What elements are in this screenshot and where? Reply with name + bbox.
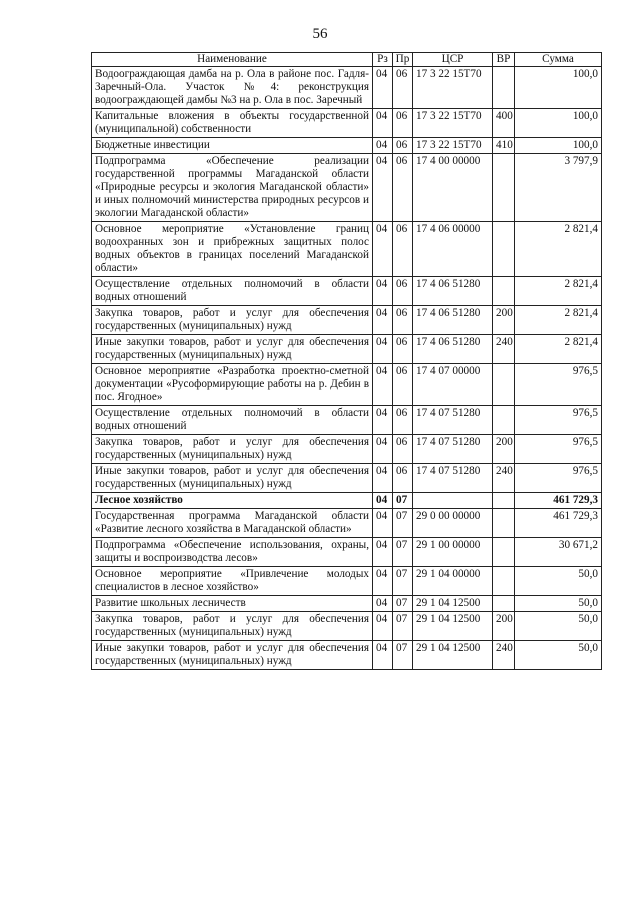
cell-name: Развитие школьных лесничеств: [92, 596, 373, 612]
cell-name: Бюджетные инвестиции: [92, 138, 373, 154]
cell-name: Основное мероприятие «Привлечение молодых специалистов в лесное хозяйство»: [92, 567, 373, 596]
cell-sum: 2 821,4: [515, 335, 602, 364]
cell-vr: [493, 406, 515, 435]
cell-sum: 976,5: [515, 406, 602, 435]
cell-rz: 04: [373, 596, 393, 612]
cell-sum: 461 729,3: [515, 493, 602, 509]
table-row: [92, 222, 602, 277]
cell-rz: 04: [373, 138, 393, 154]
cell-pr: 06: [393, 435, 413, 464]
cell-vr: 200: [493, 612, 515, 641]
header-pr: Пр: [393, 53, 413, 67]
cell-vr: 410: [493, 138, 515, 154]
table-row: [92, 67, 602, 109]
cell-csr: 17 3 22 15Т70: [413, 138, 493, 154]
cell-pr: 07: [393, 509, 413, 538]
cell-vr: [493, 493, 515, 509]
cell-name: Водоограждающая дамба на р. Ола в районе пос. Гадля-Заречный-Ола. Участок №4: реконструкция водоограждающей дамбы №3 на р. Ола в пос. Заречный: [92, 67, 373, 109]
cell-vr: [493, 154, 515, 222]
cell-rz: 04: [373, 612, 393, 641]
cell-rz: 04: [373, 406, 393, 435]
cell-vr: [493, 364, 515, 406]
header-rz: Рз: [373, 53, 393, 67]
cell-csr: 17 4 07 51280: [413, 435, 493, 464]
cell-csr: 29 1 04 12500: [413, 596, 493, 612]
cell-name: Иные закупки товаров, работ и услуг для обеспечения государственных (муниципальных) нужд: [92, 641, 373, 670]
cell-pr: 07: [393, 538, 413, 567]
cell-pr: 06: [393, 109, 413, 138]
header-name: Наименование: [92, 53, 373, 67]
cell-vr: [493, 596, 515, 612]
cell-csr: 29 1 04 12500: [413, 641, 493, 670]
cell-csr: 29 1 00 00000: [413, 538, 493, 567]
cell-csr: 17 4 06 51280: [413, 306, 493, 335]
cell-sum: 50,0: [515, 567, 602, 596]
cell-rz: 04: [373, 277, 393, 306]
cell-csr: 17 4 00 00000: [413, 154, 493, 222]
cell-pr: 06: [393, 364, 413, 406]
cell-name: Иные закупки товаров, работ и услуг для обеспечения государственных (муниципальных) нужд: [92, 335, 373, 364]
cell-sum: 976,5: [515, 464, 602, 493]
cell-rz: 04: [373, 493, 393, 509]
table-row: [92, 567, 602, 596]
table-row: [92, 509, 602, 538]
cell-sum: 50,0: [515, 596, 602, 612]
table-row: [92, 641, 602, 670]
cell-name: Капитальные вложения в объекты государственной (муниципальной) собственности: [92, 109, 373, 138]
table-row: [92, 364, 602, 406]
cell-pr: 06: [393, 464, 413, 493]
cell-sum: 3 797,9: [515, 154, 602, 222]
cell-csr: 17 4 06 51280: [413, 277, 493, 306]
cell-pr: 07: [393, 612, 413, 641]
cell-name: Основное мероприятие «Разработка проектно-сметной документации «Русоформирующие работы на р. Дебин в пос. Ягодное»: [92, 364, 373, 406]
cell-name: Государственная программа Магаданской области «Развитие лесного хозяйства в Магаданской области»: [92, 509, 373, 538]
cell-rz: 04: [373, 335, 393, 364]
cell-pr: 07: [393, 596, 413, 612]
cell-csr: 29 1 04 12500: [413, 612, 493, 641]
cell-rz: 04: [373, 538, 393, 567]
cell-rz: 04: [373, 109, 393, 138]
cell-name: Осуществление отдельных полномочий в области водных отношений: [92, 406, 373, 435]
table-row: [92, 612, 602, 641]
cell-vr: 240: [493, 464, 515, 493]
cell-sum: 2 821,4: [515, 222, 602, 277]
cell-csr: 29 1 04 00000: [413, 567, 493, 596]
cell-name: Закупка товаров, работ и услуг для обеспечения государственных (муниципальных) нужд: [92, 306, 373, 335]
header-sum: Сумма: [515, 53, 602, 67]
table-row: [92, 464, 602, 493]
budget-table: [91, 52, 602, 670]
table-row: [92, 109, 602, 138]
cell-pr: 06: [393, 67, 413, 109]
cell-rz: 04: [373, 364, 393, 406]
table-row: [92, 138, 602, 154]
cell-csr: 17 4 06 00000: [413, 222, 493, 277]
table-row: [92, 596, 602, 612]
cell-sum: 30 671,2: [515, 538, 602, 567]
cell-vr: [493, 567, 515, 596]
cell-name: Иные закупки товаров, работ и услуг для обеспечения государственных (муниципальных) нужд: [92, 464, 373, 493]
cell-pr: 06: [393, 306, 413, 335]
cell-vr: 240: [493, 335, 515, 364]
cell-pr: 07: [393, 641, 413, 670]
cell-sum: 50,0: [515, 641, 602, 670]
cell-sum: 976,5: [515, 364, 602, 406]
cell-name: Основное мероприятие «Установление границ водоохранных зон и прибрежных защитных полос водных объектов в границах поселений Магаданской области»: [92, 222, 373, 277]
cell-vr: [493, 67, 515, 109]
table-row: [92, 493, 602, 509]
header-vr: ВР: [493, 53, 515, 67]
cell-pr: 06: [393, 335, 413, 364]
table-row: [92, 406, 602, 435]
cell-pr: 07: [393, 493, 413, 509]
table-header-row: [92, 53, 602, 67]
cell-sum: 100,0: [515, 109, 602, 138]
cell-vr: [493, 538, 515, 567]
cell-pr: 06: [393, 277, 413, 306]
cell-csr: 17 4 07 51280: [413, 406, 493, 435]
cell-sum: 976,5: [515, 435, 602, 464]
cell-rz: 04: [373, 306, 393, 335]
cell-vr: 200: [493, 435, 515, 464]
cell-csr: 17 3 22 15Т70: [413, 67, 493, 109]
table-body: [92, 67, 602, 670]
cell-vr: [493, 509, 515, 538]
cell-pr: 07: [393, 567, 413, 596]
cell-pr: 06: [393, 406, 413, 435]
cell-name: Осуществление отдельных полномочий в области водных отношений: [92, 277, 373, 306]
cell-name: Лесное хозяйство: [92, 493, 373, 509]
cell-sum: 50,0: [515, 612, 602, 641]
cell-csr: 17 4 07 00000: [413, 364, 493, 406]
cell-csr: 17 4 07 51280: [413, 464, 493, 493]
header-csr: ЦСР: [413, 53, 493, 67]
cell-csr: 17 3 22 15Т70: [413, 109, 493, 138]
table-row: [92, 306, 602, 335]
table-row: [92, 154, 602, 222]
cell-vr: 240: [493, 641, 515, 670]
cell-vr: 400: [493, 109, 515, 138]
cell-name: Подпрограмма «Обеспечение реализации государственной программы Магаданской области «Природные ресурсы и экология Магаданской области» и иных полномочий министерства природных ресурсов и экологии Магаданской области»: [92, 154, 373, 222]
cell-name: Подпрограмма «Обеспечение использования, охраны, защиты и воспроизводства лесов»: [92, 538, 373, 567]
cell-pr: 06: [393, 154, 413, 222]
cell-sum: 2 821,4: [515, 277, 602, 306]
cell-rz: 04: [373, 154, 393, 222]
cell-rz: 04: [373, 67, 393, 109]
cell-sum: 100,0: [515, 67, 602, 109]
cell-rz: 04: [373, 509, 393, 538]
cell-csr: 29 0 00 00000: [413, 509, 493, 538]
cell-pr: 06: [393, 138, 413, 154]
table-row: [92, 335, 602, 364]
cell-rz: 04: [373, 435, 393, 464]
cell-rz: 04: [373, 464, 393, 493]
cell-sum: 461 729,3: [515, 509, 602, 538]
table-row: [92, 277, 602, 306]
cell-vr: 200: [493, 306, 515, 335]
table-row: [92, 538, 602, 567]
cell-name: Закупка товаров, работ и услуг для обеспечения государственных (муниципальных) нужд: [92, 612, 373, 641]
cell-pr: 06: [393, 222, 413, 277]
cell-sum: 2 821,4: [515, 306, 602, 335]
cell-vr: [493, 277, 515, 306]
cell-csr: 17 4 06 51280: [413, 335, 493, 364]
cell-csr: [413, 493, 493, 509]
cell-name: Закупка товаров, работ и услуг для обеспечения государственных (муниципальных) нужд: [92, 435, 373, 464]
cell-rz: 04: [373, 222, 393, 277]
page-number: 56: [312, 26, 328, 42]
cell-sum: 100,0: [515, 138, 602, 154]
table-row: [92, 435, 602, 464]
cell-rz: 04: [373, 641, 393, 670]
cell-rz: 04: [373, 567, 393, 596]
cell-vr: [493, 222, 515, 277]
